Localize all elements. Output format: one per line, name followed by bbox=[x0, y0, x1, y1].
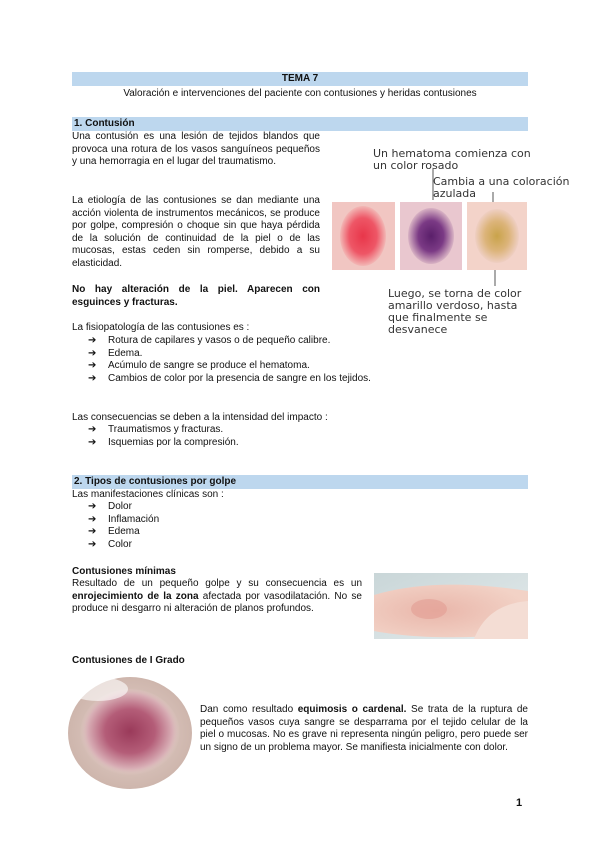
label-rosado: Un hematoma comienza con un color rosado bbox=[373, 147, 531, 172]
minimas-text: Resultado de un pequeño golpe y su consecuencia es un enrojecimiento de la zona afectada por vasodilatación. No se produce ni desgarro ni alteración de planos profundos. bbox=[72, 578, 362, 615]
arrow-icon: ➔ bbox=[88, 424, 97, 435]
contusion-etiology: La etiología de las contusiones se dan mediante una acción violenta de instrumentos mecánicos, se produce por golpe, compresión o choque sin que haya pérdida de la solución de continuidad de la piel o de las mucosas, estas ceden sin romperse, debido a su elasticidad. bbox=[72, 195, 320, 269]
list-item: ➔ Rotura de capilares y vasos o de pequeño calibre. bbox=[88, 335, 331, 346]
arm-redness-photo bbox=[374, 573, 528, 639]
list-item: ➔ Dolor bbox=[88, 501, 132, 512]
arrow-icon: ➔ bbox=[88, 347, 97, 359]
arrow-icon: ➔ bbox=[88, 372, 97, 384]
arrow-icon: ➔ bbox=[88, 513, 97, 525]
arrow-icon: ➔ bbox=[88, 360, 97, 372]
list-item: ➔ Isquemias por la compresión. bbox=[88, 436, 239, 448]
contusion-definition: Una contusión es una lesión de tejidos blandos que provoca una rotura de los vasos sanguíneos pequeños y una hemorragia en el lugar del traumatismo. bbox=[72, 131, 320, 168]
section-1-heading: 1. Contusión bbox=[72, 117, 528, 131]
bruise-equimosis-photo bbox=[68, 677, 193, 789]
label-azulada: Cambia a una coloración azulada bbox=[433, 175, 570, 200]
list-item: ➔ Color bbox=[88, 538, 132, 550]
arrow-icon: ➔ bbox=[88, 538, 97, 550]
list-item: ➔ Edema bbox=[88, 526, 140, 538]
arrow-icon: ➔ bbox=[88, 436, 97, 448]
label-amarillo: Luego, se torna de color amarillo verdoso, hasta que finalmente se desvanece bbox=[388, 287, 522, 336]
fisiopatologia-intro: La fisiopatología de las contusiones es : bbox=[72, 322, 250, 333]
consecuencias-intro: Las consecuencias se deben a la intensidad del impacto : bbox=[72, 412, 328, 423]
hematoma-stages-figure bbox=[330, 140, 580, 336]
manifestaciones-list bbox=[88, 501, 288, 551]
list-item: ➔ Inflamación bbox=[88, 513, 160, 525]
list-item: ➔ Cambios de color por la presencia de sangre en los tejidos. bbox=[88, 372, 371, 384]
arrow-icon: ➔ bbox=[88, 501, 97, 512]
grado1-text: Dan como resultado equimosis o cardenal. Se trata de la ruptura de pequeños vasos cuya sangre se desparrama por el tejido celular de la piel o mucosas. No es grave ni representa ningún peligro, pero puede ser un signo de un problema mayor. Se manifiesta inicialmente con dolor. bbox=[200, 704, 528, 753]
grado1-heading: Contusiones de I Grado bbox=[72, 655, 185, 666]
list-item: ➔ Traumatismos y fracturas. bbox=[88, 424, 224, 435]
fisiopatologia-list bbox=[88, 335, 408, 385]
list-item: ➔ Acúmulo de sangre se produce el hematoma. bbox=[88, 360, 310, 372]
contusion-bold-note: No hay alteración de la piel. Aparecen con esguinces y fracturas. bbox=[72, 284, 320, 308]
arrow-icon: ➔ bbox=[88, 526, 97, 538]
list-item: ➔ Edema. bbox=[88, 347, 143, 359]
document-subtitle: Valoración e intervenciones del paciente con contusiones y heridas contusiones bbox=[123, 88, 477, 99]
consecuencias-list bbox=[88, 424, 388, 449]
page-number: 1 bbox=[516, 797, 523, 809]
minimas-heading: Contusiones mínimas bbox=[72, 566, 176, 577]
document-title: TEMA 7 bbox=[72, 72, 528, 86]
arrow-icon: ➔ bbox=[88, 335, 97, 346]
section-2-heading: 2. Tipos de contusiones por golpe bbox=[72, 475, 528, 489]
manifestaciones-intro: Las manifestaciones clínicas son : bbox=[72, 489, 224, 500]
